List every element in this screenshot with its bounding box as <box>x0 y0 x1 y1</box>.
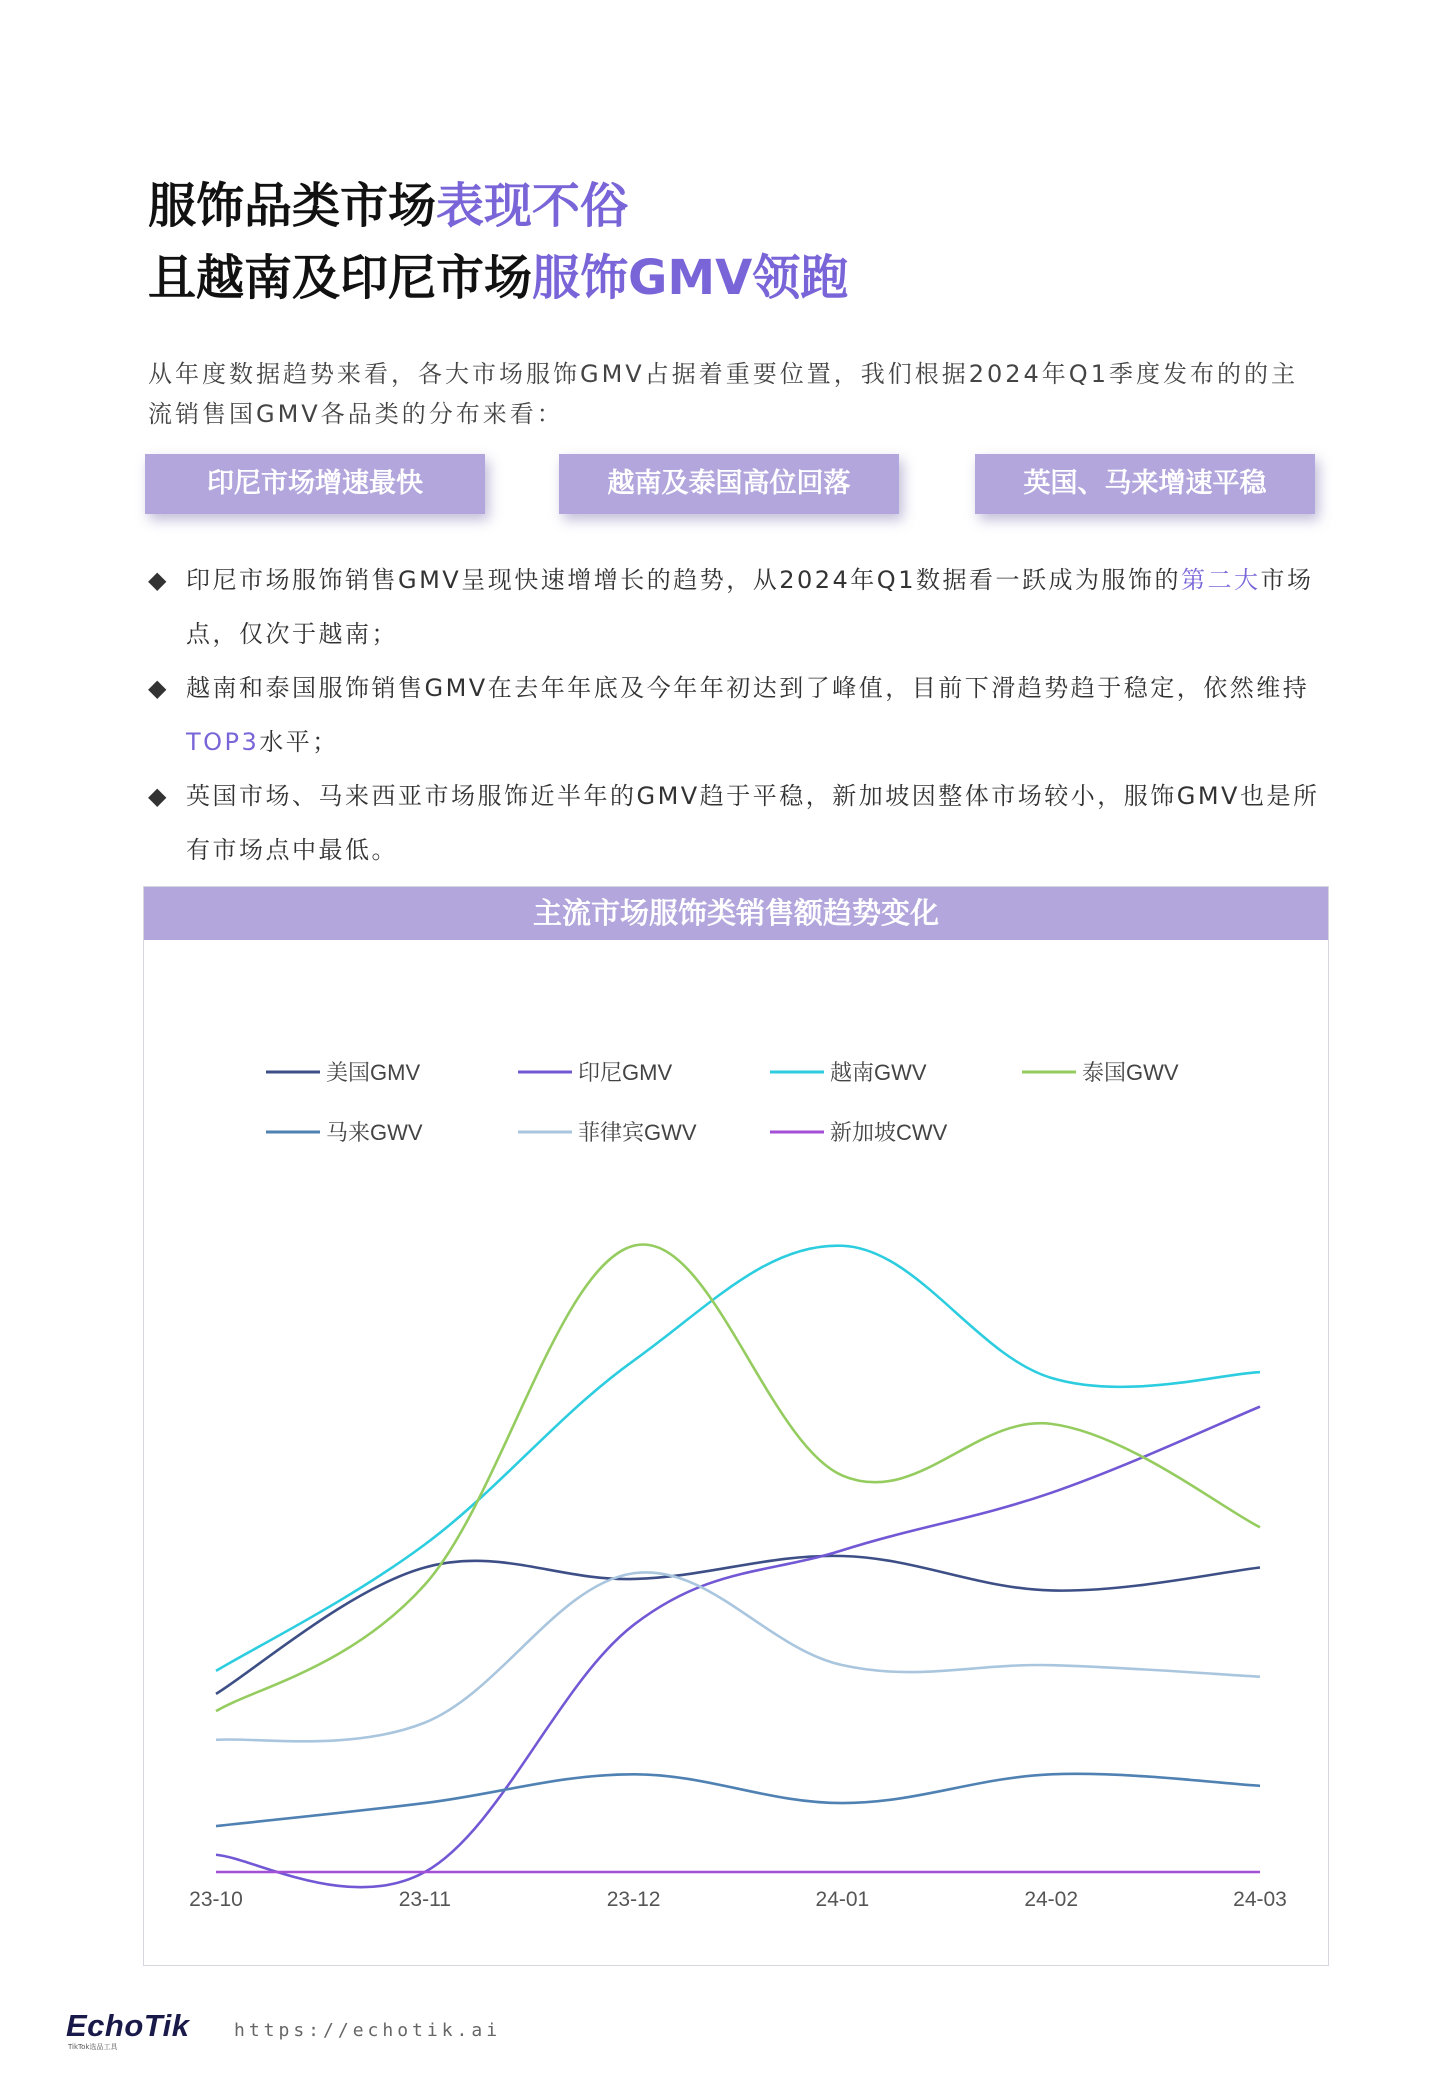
x-tick-label: 24-03 <box>1233 1888 1287 1911</box>
chart-container <box>143 886 1329 1966</box>
logo-subtitle: TikTok选品工具 <box>68 2043 118 2051</box>
legend-item <box>518 1120 697 1145</box>
diamond-bullet-icon: ◆ <box>148 782 169 810</box>
series-line <box>216 1774 1260 1826</box>
title-line-1-highlight: 表现不俗 <box>436 178 629 234</box>
x-tick-label: 23-10 <box>189 1888 243 1911</box>
page-title <box>148 170 848 314</box>
bullet-text: 印尼市场服饰销售GMV呈现快速增增长的趋势，从2024年Q1数据看一跃成为服饰的 <box>186 566 1181 594</box>
legend-label: 菲律宾GWV <box>578 1120 697 1145</box>
legend-label: 印尼GMV <box>578 1060 673 1085</box>
intro-paragraph: 从年度数据趋势来看，各大市场服饰GMV占据着重要位置，我们根据2024年Q1季度发布的的主流销售国GMV各品类的分布来看： <box>148 360 1298 428</box>
legend-item <box>266 1060 420 1085</box>
title-line-2-highlight: 服饰GMV领跑 <box>532 250 849 306</box>
series-line <box>216 1407 1260 1888</box>
title-line-1 <box>148 170 848 242</box>
bullet-list <box>148 553 1328 877</box>
legend-item <box>518 1060 672 1085</box>
tag-indonesia: 印尼市场增速最快 <box>145 454 485 514</box>
legend-item <box>770 1060 927 1085</box>
x-tick-label: 23-12 <box>606 1888 661 1911</box>
bullet-text-end: 市场点，仅次于越南； <box>186 566 1314 648</box>
chart-title: 主流市场服饰类销售额趋势变化 <box>144 887 1328 940</box>
x-tick-label: 24-01 <box>815 1888 870 1911</box>
series-line <box>216 1556 1260 1694</box>
tag-vietnam-thailand: 越南及泰国高位回落 <box>559 454 899 514</box>
bullet-item-uk-malaysia <box>148 769 1328 877</box>
bullet-item-vietnam-thailand <box>148 661 1328 769</box>
bullet-highlight: 第二大 <box>1180 566 1261 594</box>
x-tick-label: 23-11 <box>398 1888 451 1911</box>
title-line-2-main: 且越南及印尼市场 <box>148 250 533 306</box>
legend-label: 越南GWV <box>830 1060 927 1085</box>
legend-label: 马来GWV <box>326 1120 423 1145</box>
title-line-2 <box>148 242 848 314</box>
bullet-highlight: TOP3 <box>186 728 260 756</box>
legend-item <box>1022 1060 1179 1085</box>
diamond-bullet-icon: ◆ <box>148 674 169 702</box>
diamond-bullet-icon: ◆ <box>148 566 169 594</box>
x-tick-label: 24-02 <box>1024 1888 1079 1911</box>
echotik-logo: EchoTik <box>66 2008 190 2043</box>
bullet-item-indonesia <box>148 553 1328 661</box>
legend-item <box>770 1120 948 1145</box>
legend-label: 美国GMV <box>326 1060 421 1085</box>
legend-label: 新加坡CWV <box>830 1120 948 1145</box>
bullet-text: 越南和泰国服饰销售GMV在去年年底及今年年初达到了峰值，目前下滑趋势趋于稳定，依然维持 <box>186 674 1310 702</box>
title-line-1-main: 服饰品类市场 <box>148 178 437 234</box>
line-chart <box>144 940 1328 1965</box>
series-line <box>216 1572 1260 1741</box>
footer-url: https://echotik.ai <box>234 2020 502 2041</box>
legend-item <box>266 1120 423 1145</box>
series-line <box>216 1244 1260 1711</box>
legend-label: 泰国GWV <box>1082 1060 1179 1085</box>
tag-uk-malaysia: 英国、马来增速平稳 <box>975 454 1315 514</box>
bullet-text: 英国市场、马来西亚市场服饰近半年的GMV趋于平稳，新加坡因整体市场较小，服饰GMV也是所有市场点中最低。 <box>186 782 1320 864</box>
bullet-text-end: 水平； <box>259 728 339 756</box>
series-line <box>216 1246 1260 1671</box>
